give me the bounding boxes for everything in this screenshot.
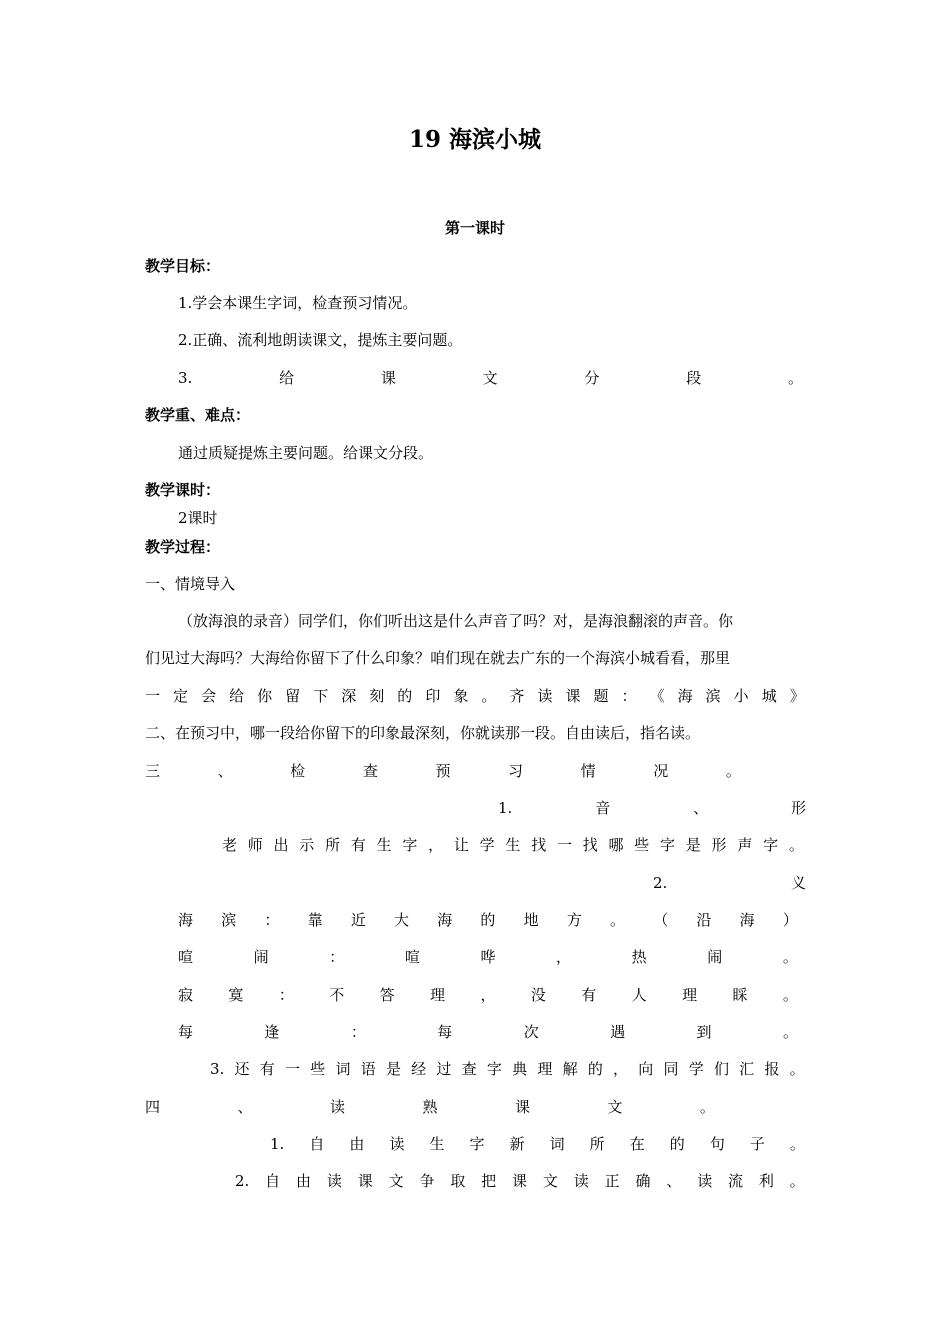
paragraph-line-3 [145, 686, 805, 706]
spread-token: 。 [789, 1135, 805, 1153]
section-4-item-2 [235, 1171, 805, 1191]
spread-token: 生 [376, 836, 392, 854]
spread-token: ： [264, 911, 280, 929]
spread-token: 字 [763, 836, 779, 854]
spread-token: 查 [461, 1060, 477, 1078]
spread-token: 答 [379, 986, 395, 1004]
spread-token: 。 [789, 1172, 805, 1190]
spread-token: 理 [537, 1060, 553, 1078]
spread-token: 段 [686, 369, 702, 387]
spread-token: 生 [429, 1135, 445, 1153]
spread-token: 况 [653, 762, 669, 780]
spread-token: 经 [411, 1060, 427, 1078]
spread-token: 。 [725, 762, 741, 780]
spread-token: 海 [178, 911, 194, 929]
spread-token: 读 [326, 1172, 342, 1190]
spread-token: 由 [296, 1172, 312, 1190]
spread-token: 课 [512, 1172, 528, 1190]
spread-token: 四 [145, 1098, 161, 1116]
spread-token: 每 [437, 1023, 453, 1041]
keypoints-heading: 教学重、难点： [145, 406, 251, 424]
spread-token: 给 [229, 687, 245, 705]
spread-token: 典 [512, 1060, 528, 1078]
spread-token: 一 [556, 836, 572, 854]
spread-token: 、 [693, 799, 709, 817]
spread-token: 海 [739, 911, 755, 929]
spread-token: 遇 [610, 1023, 626, 1041]
spread-token: 寞 [228, 986, 244, 1004]
lesson-subtitle: 第一课时 [444, 219, 505, 237]
spread-token: 汇 [739, 1060, 755, 1078]
spread-token: ： [350, 1023, 366, 1041]
keypoints-text: 通过质疑提炼主要问题。给课文分段。 [178, 444, 434, 462]
spread-token: 没 [530, 986, 546, 1004]
spread-token: 语 [360, 1060, 376, 1078]
spread-token: 流 [728, 1172, 744, 1190]
spread-token: 不 [329, 986, 345, 1004]
spread-token: 近 [350, 911, 366, 929]
spread-token: 下 [313, 687, 329, 705]
spread-token: 解 [562, 1060, 578, 1078]
spread-token: 你 [257, 687, 273, 705]
spread-token: 城 [761, 687, 777, 705]
spread-token: 学 [479, 836, 495, 854]
spread-token: 的 [480, 911, 496, 929]
spread-token: 还 [234, 1060, 250, 1078]
spread-token: 分 [584, 369, 600, 387]
spread-token: 有 [259, 1060, 275, 1078]
spread-token: 的 [669, 1135, 685, 1153]
paragraph-line-1: （放海浪的录音）同学们，你们听出这是什么声音了吗？对，是海浪翻滚的声音。你 [178, 612, 734, 630]
objective-item-2: 2.正确、流利地朗读课文，提炼主要问题。 [178, 331, 463, 349]
spread-token: 海 [437, 911, 453, 929]
spread-token: 向 [638, 1060, 654, 1078]
spread-token: 齐 [509, 687, 525, 705]
spread-token: 。 [610, 911, 626, 929]
spread-token: 所 [589, 1135, 605, 1153]
spread-token: 预 [435, 762, 451, 780]
spread-token: 义 [790, 874, 806, 892]
spread-token: 把 [481, 1172, 497, 1190]
spread-token: 《 [649, 687, 665, 705]
spread-token: 学 [688, 1060, 704, 1078]
spread-token: 形 [790, 799, 806, 817]
spread-token: 有 [581, 986, 597, 1004]
paragraph-line-2: 们见过大海吗？大海给你留下了什么印象？咱们现在就去广东的一个海滨小城看看，那里 [145, 649, 731, 667]
spread-token: 同 [663, 1060, 679, 1078]
spread-token: 习 [508, 762, 524, 780]
spread-token: 方 [566, 911, 582, 929]
spread-token: 读 [537, 687, 553, 705]
spread-token: 找 [582, 836, 598, 854]
spread-token: 确 [635, 1172, 651, 1190]
spread-token: 子 [749, 1135, 765, 1153]
spread-token: 。 [699, 1098, 715, 1116]
section-3-item-1 [498, 798, 806, 818]
spread-token: 课 [514, 1098, 530, 1116]
spread-token: 喧 [178, 948, 194, 966]
spread-token: 有 [350, 836, 366, 854]
section-3-item-3 [210, 1059, 805, 1079]
section-3-item-2 [653, 873, 806, 893]
spread-token: 一 [145, 687, 161, 705]
spread-token: 寂 [178, 986, 194, 1004]
spread-token: ： [278, 986, 294, 1004]
spread-token: ， [556, 948, 572, 966]
spread-token: 课 [565, 687, 581, 705]
document-title: 19 海滨小城 [408, 126, 541, 153]
spread-token: 理 [430, 986, 446, 1004]
spread-token: 读 [697, 1172, 713, 1190]
spread-token: 喧 [404, 948, 420, 966]
spread-token: 1. [498, 799, 513, 817]
spread-token: 。 [787, 369, 803, 387]
spread-token: 示 [299, 836, 315, 854]
spread-token: 》 [789, 687, 805, 705]
spread-token: ， [428, 836, 444, 854]
spread-token: 文 [607, 1098, 623, 1116]
spread-token: 过 [436, 1060, 452, 1078]
spread-token: 报 [764, 1060, 780, 1078]
spread-token: 生 [505, 836, 521, 854]
spread-token: 2. [235, 1172, 250, 1190]
spread-token: 词 [549, 1135, 565, 1153]
spread-token: 象 [453, 687, 469, 705]
spread-token: 滨 [705, 687, 721, 705]
spread-token: 读 [573, 1172, 589, 1190]
spread-token: 次 [523, 1023, 539, 1041]
spread-token: 逢 [264, 1023, 280, 1041]
spread-token: 取 [450, 1172, 466, 1190]
spread-token: 深 [341, 687, 357, 705]
spread-token: 人 [631, 986, 647, 1004]
spread-token: 情 [580, 762, 596, 780]
spread-token: 让 [453, 836, 469, 854]
spread-token: 留 [285, 687, 301, 705]
spread-token: 大 [394, 911, 410, 929]
spread-token: 的 [587, 1060, 603, 1078]
spread-token: 课 [357, 1172, 373, 1190]
spread-token: 给 [279, 369, 295, 387]
spread-token: 读 [329, 1098, 345, 1116]
spread-token: 正 [604, 1172, 620, 1190]
spread-token: 靠 [307, 911, 323, 929]
spread-token: 、 [666, 1172, 682, 1190]
spread-token: 们 [713, 1060, 729, 1078]
spread-token: 形 [711, 836, 727, 854]
objective-item-1: 1.学会本课生字词，检查预习情况。 [178, 294, 418, 312]
spread-token: 会 [201, 687, 217, 705]
spread-token: 。 [789, 1060, 805, 1078]
objectives-heading: 教学目标： [145, 257, 221, 275]
spread-token: 由 [349, 1135, 365, 1153]
spread-token: 到 [696, 1023, 712, 1041]
section-3-heading [145, 761, 741, 781]
spread-token: 睬 [732, 986, 748, 1004]
spread-token: 。 [782, 948, 798, 966]
spread-token: 题 [593, 687, 609, 705]
spread-token: 自 [309, 1135, 325, 1153]
spread-token: 文 [542, 1172, 558, 1190]
spread-token: 字 [486, 1060, 502, 1078]
hours-text: 2课时 [178, 509, 218, 527]
spread-token: 刻 [369, 687, 385, 705]
spread-token: （ [653, 911, 669, 929]
objective-item-3 [178, 368, 803, 388]
spread-token: 的 [397, 687, 413, 705]
spread-token: 定 [173, 687, 189, 705]
spread-token: 哪 [608, 836, 624, 854]
spread-token: 、 [217, 762, 233, 780]
spread-token: ） [782, 911, 798, 929]
spread-token: 哗 [480, 948, 496, 966]
spread-token: 些 [310, 1060, 326, 1078]
process-heading: 教学过程： [145, 538, 221, 556]
spread-token: 滨 [221, 911, 237, 929]
spread-token: 海 [677, 687, 693, 705]
word-definition-3 [178, 985, 798, 1005]
spread-token: 3. [178, 369, 193, 387]
spread-token: 。 [782, 1023, 798, 1041]
spread-token: 声 [737, 836, 753, 854]
spread-token: 是 [685, 836, 701, 854]
spread-token: 读 [389, 1135, 405, 1153]
spread-token: 每 [178, 1023, 194, 1041]
spread-token: ， [480, 986, 496, 1004]
spread-token: 是 [385, 1060, 401, 1078]
spread-token: 词 [335, 1060, 351, 1078]
spread-token: 闹 [707, 948, 723, 966]
spread-token: 字 [469, 1135, 485, 1153]
section-4-heading [145, 1097, 715, 1117]
spread-token: 理 [682, 986, 698, 1004]
spread-token: 字 [402, 836, 418, 854]
section-2-heading: 二、在预习中，哪一段给你留下的印象最深刻，你就读那一段。自由读后，指名读。 [145, 724, 701, 742]
spread-token: ： [621, 687, 637, 705]
spread-token: 出 [273, 836, 289, 854]
spread-token: 热 [631, 948, 647, 966]
spread-token: 一 [285, 1060, 301, 1078]
spread-token: 些 [634, 836, 650, 854]
spread-token: 沿 [696, 911, 712, 929]
spread-token: 句 [709, 1135, 725, 1153]
spread-token: 地 [523, 911, 539, 929]
spread-token: 三 [145, 762, 161, 780]
spread-token: 字 [660, 836, 676, 854]
spread-token: 熟 [422, 1098, 438, 1116]
spread-token: 闹 [253, 948, 269, 966]
spread-token: 。 [788, 836, 804, 854]
spread-token: 。 [481, 687, 497, 705]
spread-token: 新 [509, 1135, 525, 1153]
spread-token: 3. [210, 1060, 225, 1078]
spread-token: 音 [595, 799, 611, 817]
spread-token: 、 [237, 1098, 253, 1116]
spread-token: 争 [419, 1172, 435, 1190]
word-definition-1 [178, 910, 798, 930]
spread-token: ， [613, 1060, 629, 1078]
spread-token: 文 [482, 369, 498, 387]
spread-token: 在 [629, 1135, 645, 1153]
section-1-heading: 一、情境导入 [145, 575, 236, 593]
word-definition-2 [178, 947, 798, 967]
spread-token: 查 [362, 762, 378, 780]
spread-token: 师 [247, 836, 263, 854]
spread-token: 2. [653, 874, 668, 892]
spread-token: 找 [531, 836, 547, 854]
spread-token: 1. [270, 1135, 285, 1153]
spread-token: 所 [325, 836, 341, 854]
spread-token: 老 [222, 836, 238, 854]
spread-token: 小 [733, 687, 749, 705]
word-definition-4 [178, 1022, 798, 1042]
spread-token: 自 [265, 1172, 281, 1190]
hours-heading: 教学课时： [145, 481, 221, 499]
spread-token: 利 [758, 1172, 774, 1190]
spread-token: 课 [380, 369, 396, 387]
spread-token: 印 [425, 687, 441, 705]
section-3-item-1-detail [222, 835, 804, 855]
spread-token: 文 [388, 1172, 404, 1190]
spread-token: 。 [782, 986, 798, 1004]
spread-token: 检 [290, 762, 306, 780]
section-4-item-1 [270, 1134, 805, 1154]
spread-token: ： [329, 948, 345, 966]
